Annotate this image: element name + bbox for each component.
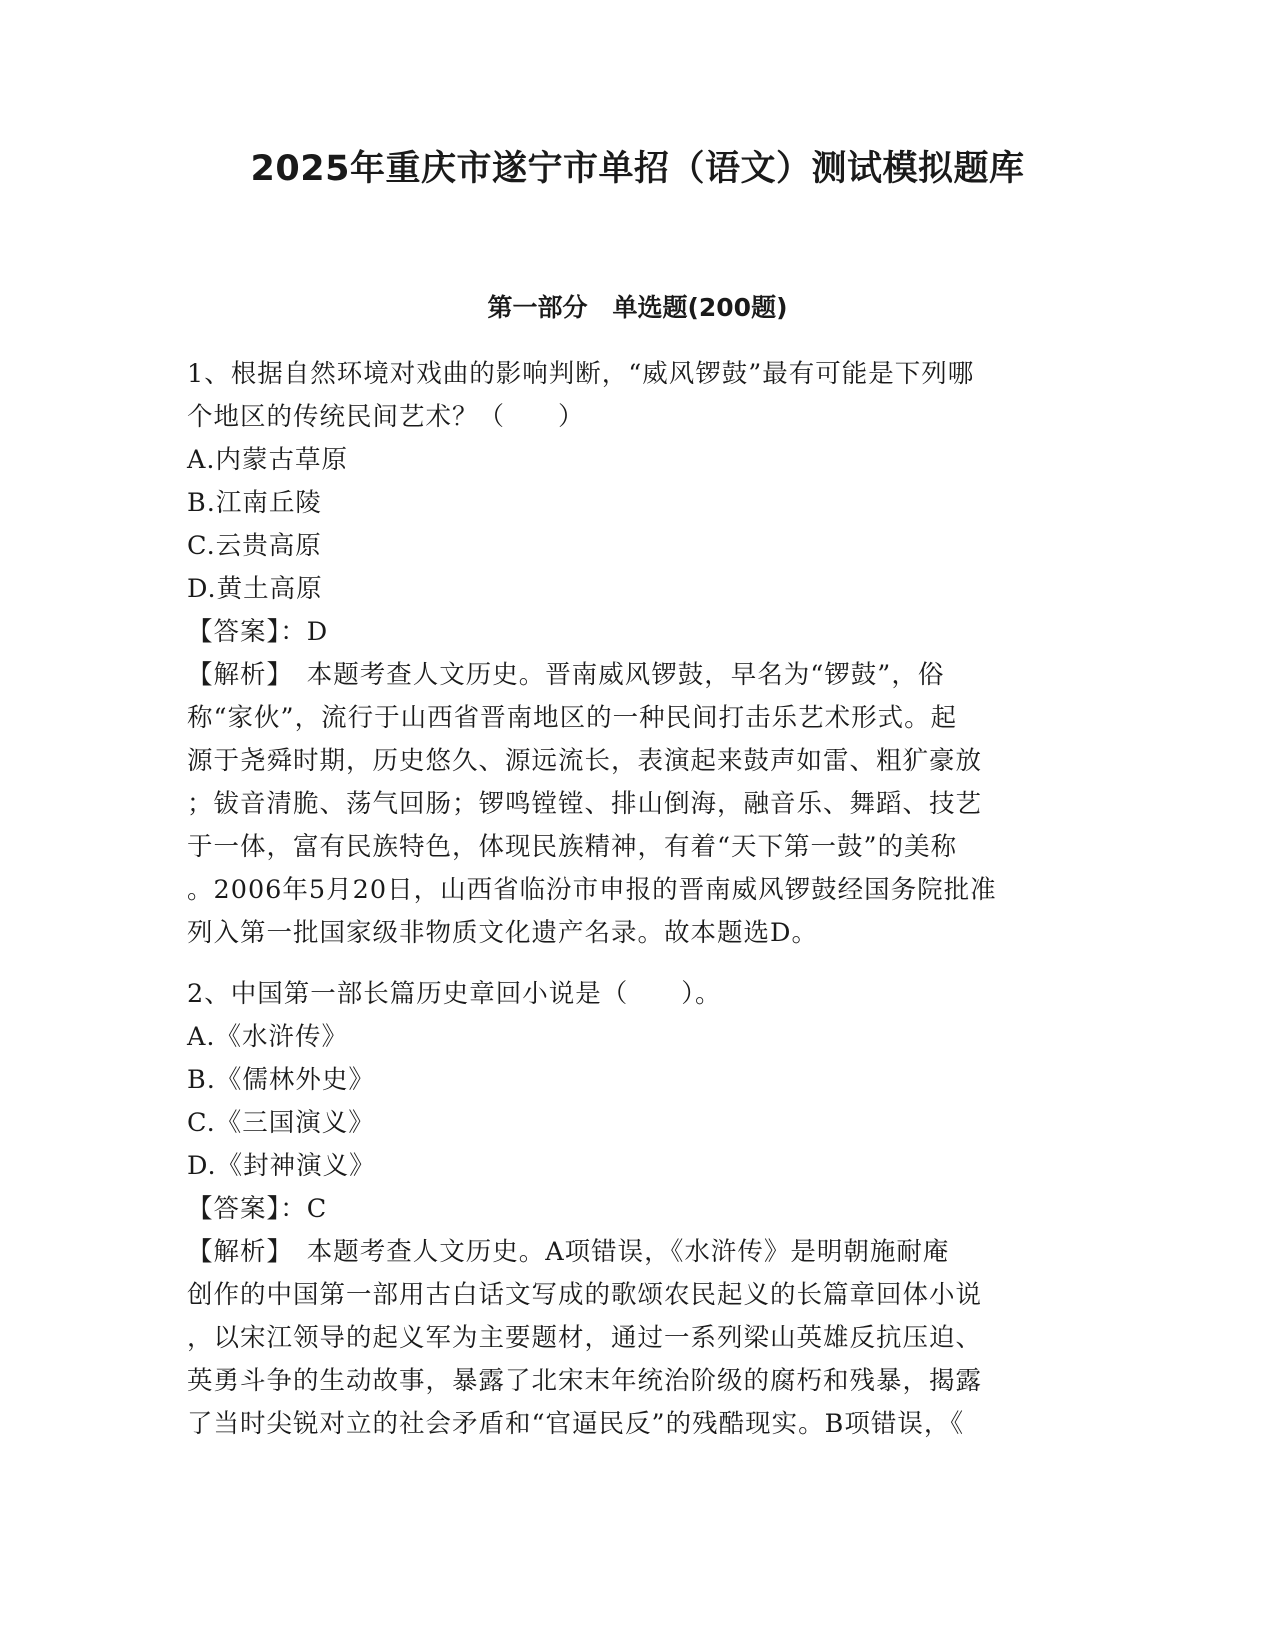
analysis-line: 称“家伙”，流行于山西省晋南地区的一种民间打击乐艺术形式。起 — [187, 703, 958, 733]
option-b: B.《儒林外史》 — [187, 1065, 375, 1095]
analysis-line: ；钹音清脆、荡气回肠；锣鸣镗镗、排山倒海，融音乐、舞蹈、技艺 — [187, 789, 983, 819]
question-stem-line: 2、中国第一部长篇历史章回小说是（ ）。 — [187, 979, 722, 1009]
analysis-line: 创作的中国第一部用古白话文写成的歌颂农民起义的长篇章回体小说 — [187, 1280, 983, 1310]
answer-line: 【答案】：D — [187, 617, 329, 647]
option-d: D.黄土高原 — [187, 574, 323, 604]
option-c: C.云贵高原 — [187, 531, 322, 561]
document-title: 2025年重庆市遂宁市单招（语文）测试模拟题库 — [250, 149, 1025, 189]
answer-line: 【答案】：C — [187, 1194, 328, 1224]
analysis-line: ，以宋江领导的起义军为主要题材，通过一系列梁山英雄反抗压迫、 — [187, 1323, 983, 1353]
analysis-line: 英勇斗争的生动故事，暴露了北宋末年统治阶级的腐朽和残暴，揭露 — [187, 1366, 983, 1396]
option-b: B.江南丘陵 — [187, 488, 322, 518]
option-a: A.《水浒传》 — [187, 1022, 349, 1052]
question-list — [187, 353, 1087, 1446]
section-title: 第一部分 单选题(200题) — [487, 293, 788, 322]
analysis-line: 源于尧舜时期，历史悠久、源远流长，表演起来鼓声如雷、粗犷豪放 — [187, 746, 983, 776]
analysis-line: 【解析】 本题考查人文历史。晋南威风锣鼓，早名为“锣鼓”，俗 — [187, 660, 945, 690]
analysis-line: 了当时尖锐对立的社会矛盾和“官逼民反”的残酷现实。B项错误，《 — [187, 1409, 965, 1439]
question-stem-line: 1、根据自然环境对戏曲的影响判断，“威风锣鼓”最有可能是下列哪 — [187, 359, 975, 389]
analysis-line: 列入第一批国家级非物质文化遗产名录。故本题选D。 — [187, 918, 818, 948]
question-stem-line: 个地区的传统民间艺术？（ ） — [187, 402, 585, 432]
question-2 — [187, 973, 1087, 1446]
option-a: A.内蒙古草原 — [187, 445, 349, 475]
question-1 — [187, 353, 1087, 955]
option-d: D.《封神演义》 — [187, 1151, 376, 1181]
option-c: C.《三国演义》 — [187, 1108, 375, 1138]
analysis-line: 。2006年5月20日，山西省临汾市申报的晋南威风锣鼓经国务院批准 — [187, 875, 997, 905]
analysis-line: 于一体，富有民族特色，体现民族精神，有着“天下第一鼓”的美称 — [187, 832, 958, 862]
analysis-line: 【解析】 本题考查人文历史。A项错误，《水浒传》是明朝施耐庵 — [187, 1237, 950, 1267]
question-spacer — [187, 955, 1087, 973]
